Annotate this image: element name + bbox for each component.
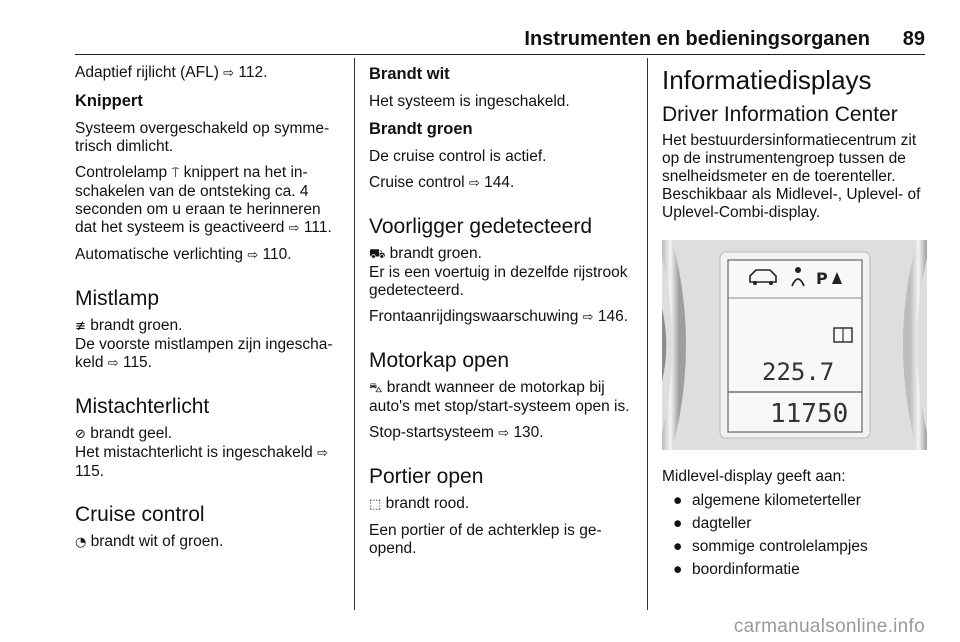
motorkap-desc: ⛍ brandt wanneer de motorkap bij auto's met stop/start-systeem open is. (369, 379, 630, 415)
page-ref[interactable]: 111. (303, 219, 332, 236)
voorligger-heading: Voorligger gedetecteerd (369, 215, 592, 238)
door-open-icon: ⬚ (369, 497, 382, 512)
odometer-reading: 11750 (770, 399, 849, 429)
cruise-status: ◔ brandt wit of groen. (75, 533, 224, 550)
afl-line: Adaptief rijlicht (AFL) ⇨ 112. (75, 64, 268, 81)
column-2 (369, 64, 634, 566)
park-assist-icon: P (816, 269, 828, 288)
list-item: ● sommige controlelampjes (673, 538, 868, 555)
wit-heading: Brandt wit (369, 65, 450, 83)
cruise-icon: ◔ (75, 535, 87, 550)
motorkap-heading: Motorkap open (369, 349, 510, 372)
page-ref[interactable]: 112. (238, 64, 268, 81)
page-ref[interactable]: 146. (597, 308, 629, 325)
fog-lamp-icon: ≢ (75, 319, 86, 334)
instrument-display-image (662, 240, 927, 450)
knippert-para-2: Controlelamp ⍑ knippert na het in-schakelen van de ontsteking ca. 4 seconden om u eraan te herinneren dat het systeem is geactiveerd ⇨ 111. (75, 164, 332, 236)
mistachter-heading: Mistachterlicht (75, 395, 210, 418)
page-ref[interactable]: 130. (513, 424, 544, 441)
header-title: Instrumenten en bedieningsorganen (524, 28, 870, 50)
bullet-icon: ● (673, 538, 683, 555)
mistachter-status: ⊘ brandt geel. (75, 425, 173, 442)
dic-intro: Het bestuurdersinformatiecentrum zit op de instrumentengroep tussen de snelheidsmeter en de toerenteller. Beschikbaar als Midlevel-, Uplevel- of Uplevel-Combi-display. (662, 132, 921, 221)
hood-open-icon: ⛍ (369, 381, 383, 396)
mistlamp-status: ≢ brandt groen. (75, 317, 183, 334)
voorligger-status: ⛟ brandt groen. (369, 245, 482, 262)
cruise-ref-line: Cruise control ⇨ 144. (369, 174, 515, 191)
page-ref-icon: ⇨ (223, 66, 235, 81)
knippert-para-1: Systeem overgeschakeld op symme-trisch dimlicht. (75, 120, 330, 155)
bullet-icon: ● (673, 515, 683, 532)
bullet-icon: ● (673, 492, 683, 509)
list-item: ● dagteller (673, 515, 752, 532)
page-ref-icon: ⇨ (107, 356, 119, 371)
midlevel-display-illustration (662, 240, 927, 450)
groen-text: De cruise control is actief. (369, 148, 547, 165)
list-item: ● algemene kilometerteller (673, 492, 861, 509)
page-ref-icon: ⇨ (247, 248, 259, 263)
list-item: ● boordinformatie (673, 561, 800, 578)
page-ref[interactable]: 110. (262, 246, 292, 263)
stopstart-line: Stop-startsysteem ⇨ 130. (369, 424, 544, 441)
watermark: carmanualsonline.info (733, 616, 925, 637)
page-ref-icon: ⇨ (498, 426, 510, 441)
mistlamp-heading: Mistlamp (75, 287, 160, 310)
wit-text: Het systeem is ingeschakeld. (369, 93, 570, 110)
column-divider (354, 58, 355, 610)
page-number: 89 (902, 28, 925, 50)
rear-fog-icon: ⊘ (75, 427, 86, 442)
header-rule (75, 54, 925, 55)
column-3 (662, 64, 927, 584)
informatiedisplays-heading: Informatiedisplays (662, 65, 872, 95)
fcw-line: Frontaanrijdingswaarschuwing ⇨ 146. (369, 308, 629, 325)
page-ref-icon: ⇨ (317, 446, 328, 461)
portier-desc: Een portier of de achterklep is ge-opend. (369, 522, 602, 557)
voorligger-desc: Er is een voertuig in dezelfde rijstrook gedetecteerd. (369, 264, 628, 299)
page-ref-icon: ⇨ (288, 221, 300, 236)
page-ref-icon: ⇨ (582, 310, 594, 325)
mistlamp-desc: De voorste mistlampen zijn ingescha-keld ⇨ 115. (75, 336, 333, 371)
vehicle-ahead-icon: ⛟ (369, 247, 386, 262)
page-ref-icon: ⇨ (468, 176, 480, 191)
display-items-list (662, 492, 927, 579)
mistachter-desc: Het mistachterlicht is ingeschakeld ⇨ 115. (75, 444, 328, 480)
dic-heading: Driver Information Center (662, 103, 898, 126)
portier-status: ⬚ brandt rood. (369, 495, 470, 512)
bullet-icon: ● (673, 561, 683, 578)
knippert-heading: Knippert (75, 92, 143, 110)
page-ref[interactable]: 115. (75, 463, 105, 480)
page-ref[interactable]: 115. (122, 354, 152, 371)
portier-heading: Portier open (369, 465, 484, 488)
column-divider (647, 58, 648, 610)
afl-lamp-icon: ⍑ (171, 166, 180, 181)
list-intro: Midlevel-display geeft aan: (662, 468, 846, 485)
page-header (75, 28, 925, 54)
cruise-heading: Cruise control (75, 503, 205, 526)
trip-reading: 225.7 (762, 358, 835, 386)
column-1 (75, 64, 343, 552)
auto-light-line: Automatische verlichting ⇨ 110. (75, 246, 292, 263)
groen-heading: Brandt groen (369, 120, 473, 138)
page-ref[interactable]: 144. (484, 174, 515, 191)
